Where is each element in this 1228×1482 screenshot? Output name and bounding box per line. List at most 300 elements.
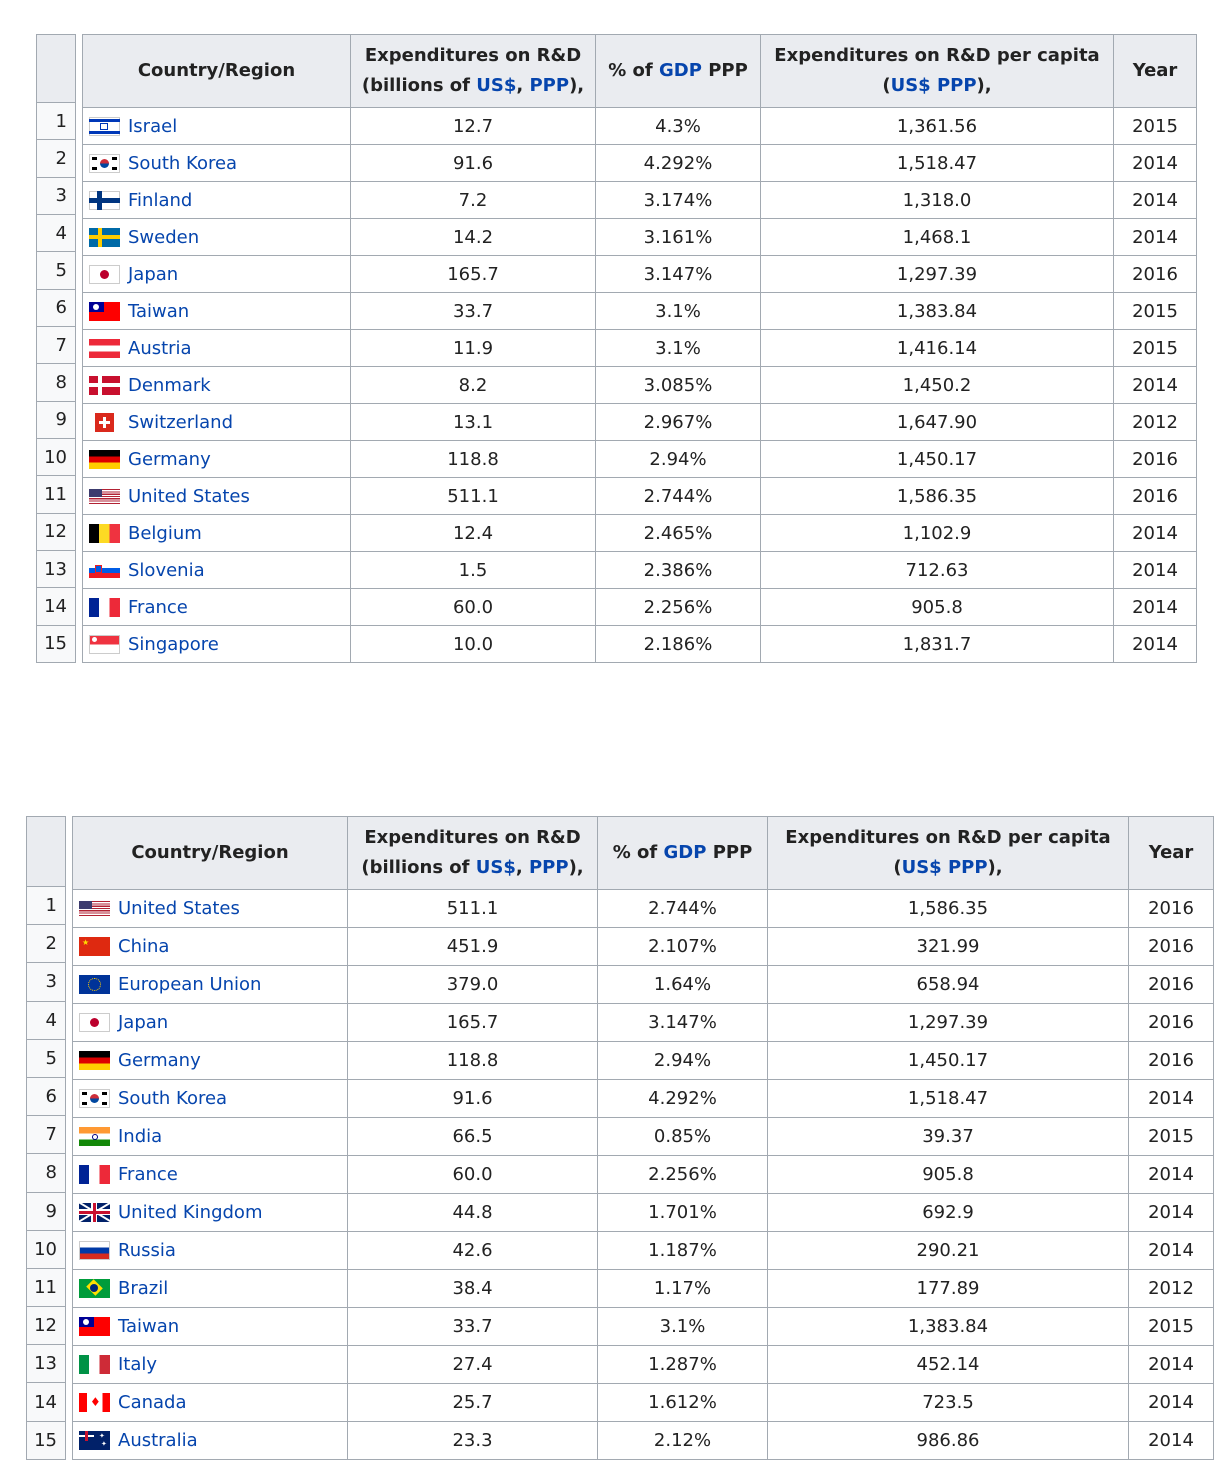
gdp-cell: 2.107% — [598, 928, 768, 966]
country-link[interactable]: United Kingdom — [118, 1202, 263, 1223]
table-row — [83, 404, 1197, 441]
rank-cell: 9 — [27, 1192, 66, 1230]
expenditure-header-sep: , — [516, 75, 530, 96]
gdp-header-post: PPP — [706, 842, 753, 863]
gdp-cell: 2.744% — [598, 890, 768, 928]
country-cell — [73, 890, 348, 928]
year-cell: 2016 — [1129, 928, 1214, 966]
year-cell: 2014 — [1114, 219, 1197, 256]
gdp-cell: 4.292% — [598, 1080, 768, 1118]
expenditure-cell: 33.7 — [351, 293, 596, 330]
gdp-cell: 4.3% — [596, 108, 761, 145]
country-link[interactable]: Slovenia — [128, 559, 205, 581]
rank-column-2 — [26, 816, 66, 1460]
european-union-flag-icon — [79, 975, 110, 994]
usd-link[interactable]: US$ — [475, 857, 516, 878]
table-row — [73, 1004, 1214, 1042]
expenditure-cell: 10.0 — [351, 626, 596, 663]
expenditure-cell: 8.2 — [351, 367, 596, 404]
rank-cell: 3 — [37, 177, 76, 214]
table-row — [83, 182, 1197, 219]
country-cell — [83, 293, 351, 330]
country-cell — [83, 145, 351, 182]
gdp-header-post: PPP — [701, 60, 748, 81]
country-cell — [83, 589, 351, 626]
year-cell: 2015 — [1114, 108, 1197, 145]
year-cell: 2014 — [1114, 552, 1197, 589]
table-row — [83, 441, 1197, 478]
table-row — [73, 1156, 1214, 1194]
year-cell: 2016 — [1129, 1042, 1214, 1080]
country-cell — [73, 1118, 348, 1156]
expenditure-header-post: ), — [568, 857, 584, 878]
rank-cell: 13 — [37, 550, 76, 587]
country-link[interactable]: Taiwan — [118, 1316, 180, 1337]
expenditure-cell: 13.1 — [351, 404, 596, 441]
expenditure-cell: 165.7 — [348, 1004, 598, 1042]
rank-cell: 1 — [27, 887, 66, 925]
table-row — [83, 145, 1197, 182]
gdp-cell: 0.85% — [598, 1118, 768, 1156]
expenditure-cell: 12.4 — [351, 515, 596, 552]
country-link[interactable]: Taiwan — [128, 300, 190, 322]
austria-flag-icon — [89, 339, 120, 358]
gdp-cell: 3.085% — [596, 367, 761, 404]
country-cell — [73, 1270, 348, 1308]
year-cell: 2014 — [1114, 589, 1197, 626]
per-capita-cell: 1,450.17 — [761, 441, 1114, 478]
per-capita-cell: 905.8 — [761, 589, 1114, 626]
year-cell: 2016 — [1114, 478, 1197, 515]
country-cell — [73, 1042, 348, 1080]
expenditure-cell: 451.9 — [348, 928, 598, 966]
per-capita-close: ), — [976, 75, 992, 96]
country-link[interactable]: France — [118, 1164, 178, 1185]
brazil-flag-icon — [79, 1279, 110, 1298]
country-link[interactable]: Germany — [118, 1050, 201, 1071]
taiwan-flag-icon — [89, 302, 120, 321]
usd-ppp-link[interactable]: US$ PPP — [901, 857, 988, 878]
country-link[interactable]: South Korea — [128, 152, 238, 174]
per-capita-header[interactable] — [761, 35, 1114, 108]
expenditure-cell: 118.8 — [348, 1042, 598, 1080]
rank-header — [27, 817, 66, 887]
per-capita-open: ( — [893, 857, 902, 878]
table-row — [83, 108, 1197, 145]
year-header[interactable]: Year — [1114, 35, 1197, 108]
per-capita-cell: 1,297.39 — [768, 1004, 1129, 1042]
ppp-link[interactable]: PPP — [529, 75, 570, 96]
rank-cell: 12 — [27, 1307, 66, 1345]
country-cell — [73, 1004, 348, 1042]
per-capita-cell: 1,361.56 — [761, 108, 1114, 145]
rank-header — [37, 35, 76, 103]
expenditure-header-line1: Expenditures on R&D — [364, 45, 582, 66]
expenditure-header-line1: Expenditures on R&D — [364, 827, 581, 848]
country-cell — [73, 1232, 348, 1270]
expenditure-cell: 11.9 — [351, 330, 596, 367]
table-row — [73, 1232, 1214, 1270]
country-cell — [73, 1080, 348, 1118]
rank-cell: 1 — [37, 103, 76, 140]
table-row — [73, 1194, 1214, 1232]
year-cell: 2015 — [1114, 293, 1197, 330]
gdp-header-pre: % of — [608, 60, 659, 81]
japan-flag-icon — [79, 1013, 110, 1032]
per-capita-cell: 1,518.47 — [768, 1080, 1129, 1118]
italy-flag-icon — [79, 1355, 110, 1374]
gdp-cell: 3.1% — [598, 1308, 768, 1346]
gdp-cell: 1.287% — [598, 1346, 768, 1384]
finland-flag-icon — [89, 191, 120, 210]
rank-cell: 5 — [27, 1039, 66, 1077]
per-capita-cell: 1,518.47 — [761, 145, 1114, 182]
expenditure-cell: 511.1 — [351, 478, 596, 515]
year-cell: 2014 — [1114, 626, 1197, 663]
expenditure-cell: 33.7 — [348, 1308, 598, 1346]
australia-flag-icon: ✦ ✦ — [79, 1431, 110, 1450]
country-link[interactable]: Sweden — [128, 226, 200, 248]
country-link[interactable]: Canada — [118, 1392, 187, 1413]
gdp-cell: 2.256% — [598, 1156, 768, 1194]
country-link[interactable]: Japan — [118, 1012, 169, 1033]
expenditure-header[interactable] — [351, 35, 596, 108]
usd-ppp-link[interactable]: US$ PPP — [890, 75, 977, 96]
country-link[interactable]: Finland — [128, 189, 193, 211]
country-cell — [73, 1346, 348, 1384]
slovenia-flag-icon — [89, 563, 120, 578]
per-capita-header-line1: Expenditures on R&D per capita — [785, 827, 1111, 848]
gdp-link[interactable]: GDP — [663, 842, 707, 863]
per-capita-cell: 1,450.2 — [761, 367, 1114, 404]
gdp-cell: 1.64% — [598, 966, 768, 1004]
year-cell: 2014 — [1114, 145, 1197, 182]
gdp-cell: 2.256% — [596, 589, 761, 626]
taiwan-flag-icon — [79, 1317, 110, 1336]
country-cell — [73, 1156, 348, 1194]
expenditure-cell: 60.0 — [348, 1156, 598, 1194]
country-cell — [83, 552, 351, 589]
year-cell: 2015 — [1129, 1118, 1214, 1156]
country-link[interactable]: Belgium — [128, 522, 202, 544]
country-link[interactable]: Denmark — [128, 374, 211, 396]
rank-cell: 12 — [37, 513, 76, 550]
gdp-cell: 3.1% — [596, 293, 761, 330]
expenditure-cell: 511.1 — [348, 890, 598, 928]
gdp-cell: 3.161% — [596, 219, 761, 256]
rank-cell: 10 — [37, 438, 76, 475]
table-row — [73, 890, 1214, 928]
country-link[interactable]: South Korea — [118, 1088, 228, 1109]
per-capita-cell: 1,416.14 — [761, 330, 1114, 367]
country-link[interactable]: Switzerland — [128, 411, 233, 433]
rank-cell: 6 — [37, 289, 76, 326]
gdp-cell: 3.147% — [598, 1004, 768, 1042]
country-cell — [83, 515, 351, 552]
table-row — [83, 330, 1197, 367]
israel-flag-icon — [89, 117, 120, 136]
table-row — [73, 1384, 1214, 1422]
rank-cell: 11 — [37, 476, 76, 513]
japan-flag-icon — [89, 265, 120, 284]
gdp-header[interactable] — [598, 817, 768, 890]
canada-flag-icon: ♦ — [79, 1393, 110, 1412]
rank-column-1 — [36, 34, 76, 663]
switzerland-flag-icon — [95, 413, 114, 432]
expenditure-cell: 91.6 — [348, 1080, 598, 1118]
gdp-cell: 1.17% — [598, 1270, 768, 1308]
gdp-cell: 4.292% — [596, 145, 761, 182]
rank-cell: 8 — [27, 1154, 66, 1192]
year-cell: 2014 — [1129, 1232, 1214, 1270]
per-capita-cell: 1,468.1 — [761, 219, 1114, 256]
expenditure-cell: 38.4 — [348, 1270, 598, 1308]
per-capita-cell: 1,647.90 — [761, 404, 1114, 441]
per-capita-cell: 452.14 — [768, 1346, 1129, 1384]
country-link[interactable]: Russia — [118, 1240, 176, 1261]
table-row — [73, 1422, 1214, 1460]
rank-cell: 3 — [27, 963, 66, 1001]
country-cell — [83, 626, 351, 663]
expenditure-cell: 379.0 — [348, 966, 598, 1004]
rank-cell: 7 — [37, 326, 76, 363]
rank-cell: 10 — [27, 1230, 66, 1268]
france-flag-icon — [79, 1165, 110, 1184]
country-link[interactable]: Singapore — [128, 633, 219, 655]
ppp-link[interactable]: PPP — [528, 857, 569, 878]
country-cell — [73, 1194, 348, 1232]
country-link[interactable]: United States — [128, 485, 250, 507]
year-cell: 2014 — [1114, 367, 1197, 404]
gdp-cell: 1.701% — [598, 1194, 768, 1232]
gdp-cell: 2.94% — [598, 1042, 768, 1080]
country-cell — [83, 182, 351, 219]
per-capita-cell: 1,102.9 — [761, 515, 1114, 552]
year-cell: 2012 — [1129, 1270, 1214, 1308]
year-cell: 2015 — [1129, 1308, 1214, 1346]
table-row — [73, 1042, 1214, 1080]
table-row — [83, 515, 1197, 552]
country-cell — [73, 928, 348, 966]
rank-cell: 14 — [37, 588, 76, 625]
gdp-cell: 1.612% — [598, 1384, 768, 1422]
rank-cell: 5 — [37, 252, 76, 289]
country-link[interactable]: Austria — [128, 337, 192, 359]
per-capita-open: ( — [882, 75, 891, 96]
gdp-cell: 2.967% — [596, 404, 761, 441]
year-cell: 2014 — [1114, 515, 1197, 552]
country-cell — [73, 1384, 348, 1422]
south-korea-flag-icon — [89, 154, 120, 173]
per-capita-cell: 1,831.7 — [761, 626, 1114, 663]
gdp-link[interactable]: GDP — [659, 60, 702, 81]
country-link[interactable]: Japan — [128, 263, 179, 285]
rank-cell: 15 — [27, 1421, 66, 1459]
year-cell: 2016 — [1129, 1004, 1214, 1042]
country-link[interactable]: India — [118, 1126, 163, 1147]
gdp-header-pre: % of — [612, 842, 664, 863]
country-cell — [83, 219, 351, 256]
table-row — [73, 966, 1214, 1004]
rank-cell: 4 — [27, 1001, 66, 1039]
per-capita-cell: 39.37 — [768, 1118, 1129, 1156]
gdp-cell: 3.1% — [596, 330, 761, 367]
expenditure-cell: 14.2 — [351, 219, 596, 256]
per-capita-cell: 1,383.84 — [768, 1308, 1129, 1346]
year-cell: 2014 — [1129, 1384, 1214, 1422]
country-link[interactable]: Germany — [128, 448, 211, 470]
per-capita-close: ), — [987, 857, 1003, 878]
table-row — [73, 1080, 1214, 1118]
table-row — [73, 928, 1214, 966]
country-cell — [83, 256, 351, 293]
per-capita-cell: 986.86 — [768, 1422, 1129, 1460]
country-cell — [73, 1422, 348, 1460]
table-row — [83, 219, 1197, 256]
year-cell: 2016 — [1114, 441, 1197, 478]
rank-cell: 4 — [37, 214, 76, 251]
sweden-flag-icon — [89, 228, 120, 247]
data-table-1 — [82, 34, 1197, 663]
per-capita-cell: 1,586.35 — [761, 478, 1114, 515]
rd-table-2 — [26, 816, 1214, 1460]
expenditure-header-pre: (billions of — [361, 857, 476, 878]
per-capita-cell: 1,383.84 — [761, 293, 1114, 330]
expenditure-cell: 1.5 — [351, 552, 596, 589]
rank-cell: 2 — [27, 925, 66, 963]
gdp-header[interactable] — [596, 35, 761, 108]
country-link[interactable]: China — [118, 936, 170, 957]
india-flag-icon — [79, 1127, 110, 1146]
expenditure-cell: 165.7 — [351, 256, 596, 293]
country-cell — [73, 966, 348, 1004]
table-row — [73, 1118, 1214, 1156]
denmark-flag-icon — [89, 376, 120, 395]
table-row — [83, 552, 1197, 589]
per-capita-cell: 1,318.0 — [761, 182, 1114, 219]
rd-table-1 — [36, 34, 1197, 663]
country-link[interactable]: France — [128, 596, 188, 618]
table-row — [83, 367, 1197, 404]
per-capita-cell: 177.89 — [768, 1270, 1129, 1308]
gdp-cell: 2.186% — [596, 626, 761, 663]
year-cell: 2014 — [1129, 1080, 1214, 1118]
gdp-cell: 2.465% — [596, 515, 761, 552]
expenditure-cell: 7.2 — [351, 182, 596, 219]
united-states-flag-icon — [89, 489, 120, 504]
data-table-2 — [72, 816, 1214, 1460]
south-korea-flag-icon — [79, 1089, 110, 1108]
france-flag-icon — [89, 598, 120, 617]
rank-cell: 11 — [27, 1268, 66, 1306]
country-header[interactable]: Country/Region — [83, 35, 351, 108]
table-row — [83, 589, 1197, 626]
rank-cell: 13 — [27, 1345, 66, 1383]
country-link[interactable]: Brazil — [118, 1278, 169, 1299]
gdp-cell: 2.94% — [596, 441, 761, 478]
china-flag-icon: ★ — [79, 937, 110, 956]
expenditure-header-post: ), — [569, 75, 585, 96]
russia-flag-icon — [79, 1241, 110, 1260]
year-cell: 2014 — [1129, 1346, 1214, 1384]
per-capita-cell: 1,297.39 — [761, 256, 1114, 293]
expenditure-cell: 66.5 — [348, 1118, 598, 1156]
table-row — [83, 293, 1197, 330]
per-capita-cell: 290.21 — [768, 1232, 1129, 1270]
united-states-flag-icon — [79, 901, 110, 916]
per-capita-cell: 723.5 — [768, 1384, 1129, 1422]
country-cell — [83, 441, 351, 478]
rank-cell: 9 — [37, 401, 76, 438]
country-link[interactable]: European Union — [118, 974, 262, 995]
per-capita-header[interactable] — [768, 817, 1129, 890]
germany-flag-icon — [79, 1051, 110, 1070]
rank-cell: 14 — [27, 1383, 66, 1421]
year-cell: 2014 — [1129, 1156, 1214, 1194]
per-capita-cell: 712.63 — [761, 552, 1114, 589]
per-capita-cell: 321.99 — [768, 928, 1129, 966]
country-link[interactable]: Israel — [128, 115, 178, 137]
country-cell — [73, 1308, 348, 1346]
country-cell — [83, 367, 351, 404]
per-capita-cell: 1,586.35 — [768, 890, 1129, 928]
per-capita-cell: 658.94 — [768, 966, 1129, 1004]
expenditure-cell: 44.8 — [348, 1194, 598, 1232]
gdp-cell: 3.147% — [596, 256, 761, 293]
gdp-cell: 1.187% — [598, 1232, 768, 1270]
rank-cell: 8 — [37, 364, 76, 401]
rank-cell: 7 — [27, 1116, 66, 1154]
year-cell: 2016 — [1129, 890, 1214, 928]
expenditure-cell: 27.4 — [348, 1346, 598, 1384]
country-cell — [83, 330, 351, 367]
table-row — [83, 478, 1197, 515]
expenditure-header-sep: , — [515, 857, 529, 878]
expenditure-cell: 25.7 — [348, 1384, 598, 1422]
country-header[interactable]: Country/Region — [73, 817, 348, 890]
year-header[interactable]: Year — [1129, 817, 1214, 890]
rank-cell: 6 — [27, 1077, 66, 1115]
gdp-cell: 2.386% — [596, 552, 761, 589]
country-link[interactable]: Australia — [118, 1430, 198, 1451]
rank-cell: 15 — [37, 625, 76, 662]
country-link[interactable]: Italy — [118, 1354, 158, 1375]
gdp-cell: 2.12% — [598, 1422, 768, 1460]
usd-link[interactable]: US$ — [476, 75, 517, 96]
table-row — [83, 256, 1197, 293]
gdp-cell: 2.744% — [596, 478, 761, 515]
year-cell: 2015 — [1114, 330, 1197, 367]
united-kingdom-flag-icon — [79, 1203, 110, 1222]
singapore-flag-icon — [89, 635, 120, 654]
year-cell: 2014 — [1129, 1194, 1214, 1232]
table-row — [73, 1308, 1214, 1346]
country-cell — [83, 108, 351, 145]
expenditure-cell: 60.0 — [351, 589, 596, 626]
year-cell: 2012 — [1114, 404, 1197, 441]
expenditure-cell: 23.3 — [348, 1422, 598, 1460]
belgium-flag-icon — [89, 524, 120, 543]
expenditure-cell: 12.7 — [351, 108, 596, 145]
expenditure-header[interactable] — [348, 817, 598, 890]
expenditure-cell: 42.6 — [348, 1232, 598, 1270]
country-link[interactable]: United States — [118, 898, 240, 919]
year-cell: 2014 — [1114, 182, 1197, 219]
country-cell — [83, 478, 351, 515]
table-row — [83, 626, 1197, 663]
table-row — [73, 1270, 1214, 1308]
per-capita-cell: 1,450.17 — [768, 1042, 1129, 1080]
